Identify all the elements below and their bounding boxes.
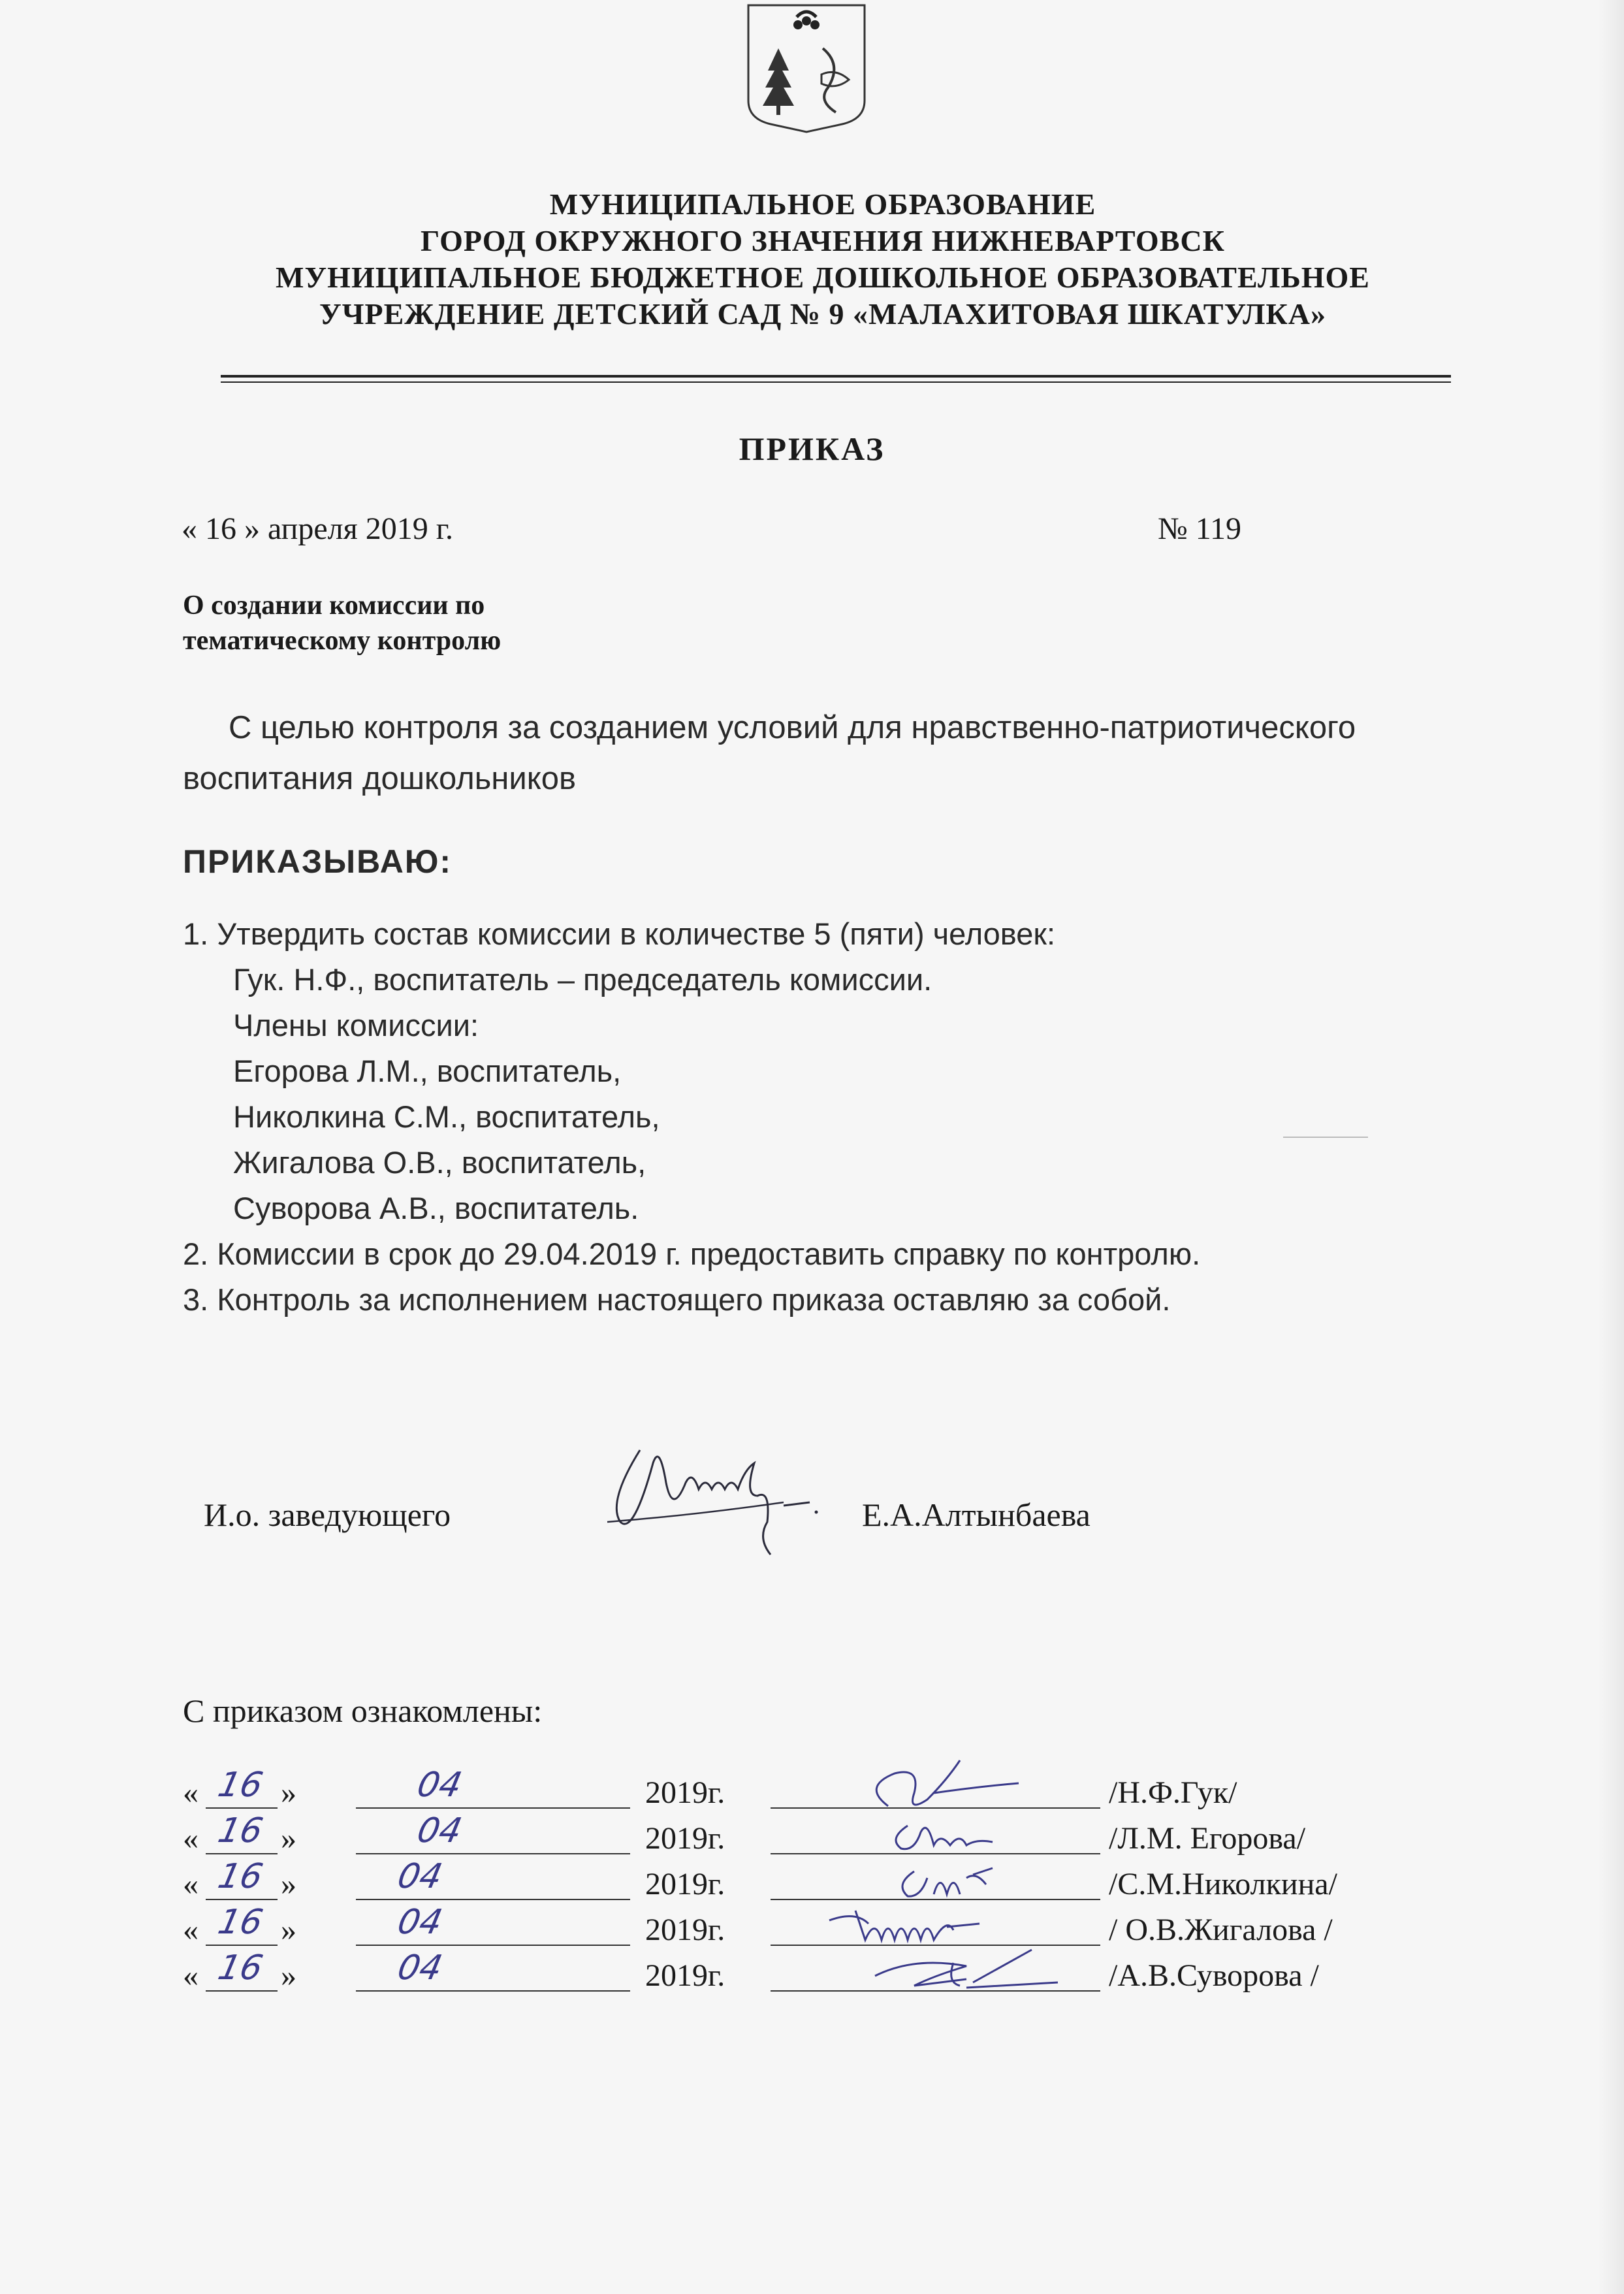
month-blank [356, 1990, 630, 1992]
commission-chair: Гук. Н.Ф., воспитатель – председатель комиссии. [233, 962, 932, 997]
commission-members-label: Члены комиссии: [233, 1008, 479, 1042]
signer-name: / О.В.Жигалова / [1109, 1913, 1333, 1947]
year-text: 2019г. [645, 1867, 725, 1901]
quote-close: » [281, 1958, 296, 1993]
order-items-list [183, 911, 1489, 1323]
year-text: 2019г. [645, 1775, 725, 1810]
order-directive-heading: ПРИКАЗЫВАЮ: [183, 843, 453, 880]
month-handwritten: 04 [394, 1948, 446, 1988]
scan-mark [1283, 1137, 1368, 1138]
month-blank [356, 1899, 630, 1900]
order-date: « 16 » апреля 2019 г. [182, 511, 453, 546]
document-type-title: ПРИКАЗ [739, 430, 885, 467]
month-blank [356, 1807, 630, 1809]
commission-member: Николкина С.М., воспитатель, [233, 1099, 660, 1134]
quote-open: « [183, 1775, 199, 1810]
commission-member: Суворова А.В., воспитатель. [233, 1191, 639, 1225]
quote-close: » [281, 1821, 296, 1856]
quote-close: » [281, 1775, 296, 1810]
order-item-1: 1. Утвердить состав комиссии в количестве 5 (пяти) человек: [183, 916, 1056, 951]
year-text: 2019г. [645, 1821, 725, 1856]
header-line: МУНИЦИПАЛЬНОЕ ОБРАЗОВАНИЕ [549, 187, 1096, 221]
commission-member: Егорова Л.М., воспитатель, [233, 1054, 622, 1088]
coat-of-arms-emblem [744, 3, 868, 133]
month-blank [356, 1853, 630, 1854]
year-text: 2019г. [645, 1913, 725, 1947]
preamble-paragraph [183, 702, 1463, 804]
header-line: ГОРОД ОКРУЖНОГО ЗНАЧЕНИЯ НИЖНЕВАРТОВСК [421, 224, 1225, 257]
order-number: № 119 [1158, 511, 1242, 546]
quote-open: « [183, 1867, 199, 1901]
commission-member: Жигалова О.В., воспитатель, [233, 1145, 646, 1180]
subject-line: тематическому контролю [183, 626, 502, 656]
quote-open: « [183, 1958, 199, 1993]
order-subject [183, 588, 501, 658]
quote-open: « [183, 1913, 199, 1947]
quote-close: » [281, 1867, 296, 1901]
acknowledgement-title: С приказом ознакомлены: [183, 1692, 543, 1729]
signer-name: /А.В.Суворова / [1109, 1958, 1319, 1993]
handwritten-signature [836, 1930, 1084, 2002]
signatory-name: Е.А.Алтынбаева [862, 1496, 1091, 1533]
day-handwritten: 16 [214, 1903, 266, 1942]
order-item-2: 2. Комиссии в срок до 29.04.2019 г. предоставить справку по контролю. [183, 1236, 1201, 1271]
order-item-3: 3. Контроль за исполнением настоящего приказа оставляю за собой. [183, 1282, 1171, 1317]
page-edge-shadow [1598, 0, 1624, 2294]
day-handwritten: 16 [214, 1948, 266, 1988]
month-handwritten: 04 [394, 1857, 446, 1896]
day-blank [206, 1807, 278, 1809]
year-text: 2019г. [645, 1958, 725, 1993]
month-handwritten: 04 [413, 1766, 466, 1805]
preamble-text: С целью контроля за созданием условий для нравственно-патриотического воспитания дошкольников [183, 710, 1356, 796]
signer-name: /Л.М. Егорова/ [1109, 1821, 1306, 1856]
header-divider-thick [221, 375, 1451, 378]
day-blank [206, 1990, 278, 1992]
signer-name: /Н.Ф.Гук/ [1109, 1775, 1237, 1810]
month-handwritten: 04 [413, 1811, 466, 1850]
month-handwritten: 04 [394, 1903, 446, 1942]
quote-close: » [281, 1913, 296, 1947]
header-line: УЧРЕЖДЕНИЕ ДЕТСКИЙ САД № 9 «МАЛАХИТОВАЯ ШКАТУЛКА» [319, 297, 1326, 331]
header-line: МУНИЦИПАЛЬНОЕ БЮДЖЕТНОЕ ДОШКОЛЬНОЕ ОБРАЗОВАТЕЛЬНОЕ [276, 261, 1370, 294]
signatory-role: И.о. заведующего [204, 1496, 451, 1533]
signer-name: /С.М.Николкина/ [1109, 1867, 1337, 1901]
day-handwritten: 16 [214, 1766, 266, 1805]
day-blank [206, 1899, 278, 1900]
subject-line: О создании комиссии по [183, 590, 485, 621]
handwritten-signature [594, 1424, 842, 1581]
day-handwritten: 16 [214, 1811, 266, 1850]
quote-open: « [183, 1821, 199, 1856]
month-blank [356, 1945, 630, 1946]
header-divider-thin [221, 381, 1451, 383]
organization-header [131, 186, 1515, 332]
day-blank [206, 1853, 278, 1854]
day-handwritten: 16 [214, 1857, 266, 1896]
day-blank [206, 1945, 278, 1946]
